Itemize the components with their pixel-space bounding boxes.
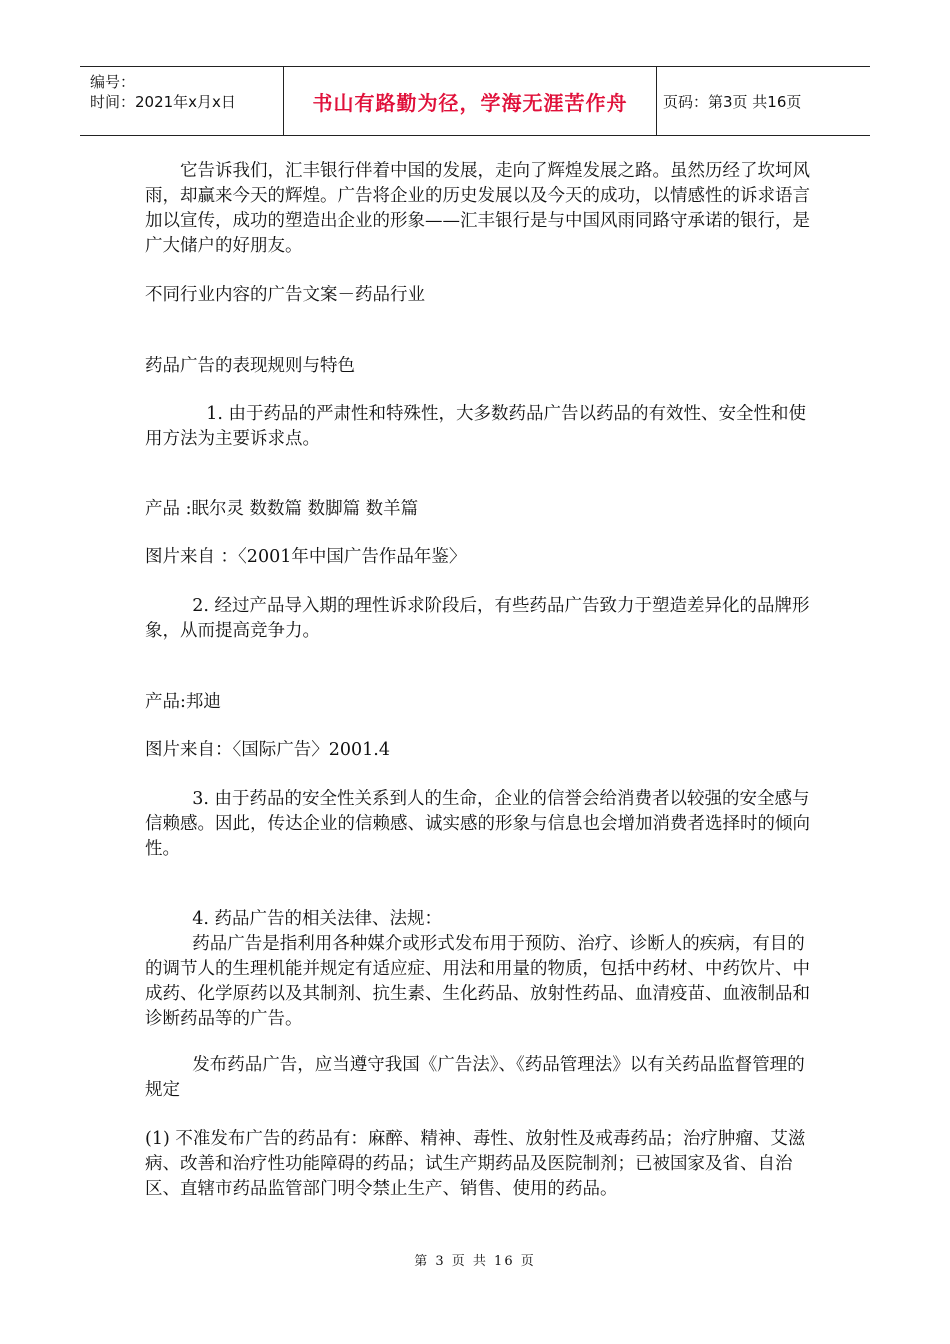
paragraph-hsbc-summary: 它告诉我们，汇丰银行伴着中国的发展，走向了辉煌发展之路。虽然历经了坎坷风雨，却赢来今天的辉煌。广告将企业的历史发展以及今天的成功，以情感性的诉求语言加以宣传，成功的塑造出企业的形象——汇丰银行是与中国风雨同路守承诺的银行，是广大储户的好朋友。 bbox=[145, 161, 810, 256]
header-page-cell bbox=[657, 67, 870, 135]
rule-item-1: 1. 由于药品的严肃性和特殊性，大多数药品广告以药品的有效性、安全性和使用方法为主要诉求点。 bbox=[145, 404, 807, 449]
product-line-1: 产品 :眠尔灵 数数篇 数脚篇 数羊篇 bbox=[145, 499, 419, 519]
header-slogan-cell bbox=[283, 67, 657, 135]
product-line-2: 产品:邦迪 bbox=[145, 692, 221, 712]
image-source-1: 图片来自 ：〈2001年中国广告作品年鉴〉 bbox=[145, 547, 467, 567]
subheading-pharma-rules: 药品广告的表现规则与特色 bbox=[145, 356, 355, 376]
rule-item-3: 3. 由于药品的安全性关系到人的生命，企业的信誉会给消费者以较强的安全感与信赖感。因此，传达企业的信赖感、诚实感的形象与信息也会增加消费者选择时的倾向性。 bbox=[145, 789, 810, 859]
rule-item-2: 2. 经过产品导入期的理性诉求阶段后，有些药品广告致力于塑造差异化的品牌形象，从而提高竞争力。 bbox=[145, 596, 810, 641]
document-date: 时间：2021年x月x日 bbox=[90, 93, 236, 111]
page-header bbox=[80, 66, 870, 136]
section-heading-pharma: 不同行业内容的广告文案－药品行业 bbox=[145, 285, 425, 305]
header-slogan: 书山有路勤为径，学海无涯苦作舟 bbox=[312, 90, 628, 115]
page-footer: 第 3 页 共 16 页 bbox=[414, 1254, 536, 1269]
paragraph-regulations: 发布药品广告，应当遵守我国《广告法》、《药品管理法》以有关药品监督管理的规定 bbox=[145, 1055, 805, 1100]
image-source-2: 图片来自：〈国际广告〉2001.4 bbox=[145, 740, 390, 760]
prohibited-drugs-item: (1) 不准发布广告的药品有：麻醉、精神、毒性、放射性及戒毒药品；治疗肿瘤、艾滋病、改善和治疗性功能障碍的药品；试生产期药品及医院制剂；已被国家及省、自治区、直辖市药品监管部门明令禁止生产、销售、使用的药品。 bbox=[145, 1129, 806, 1199]
document-number: 编号： bbox=[90, 73, 136, 91]
paragraph-pharma-definition: 药品广告是指利用各种媒介或形式发布用于预防、治疗、诊断人的疾病，有目的的调节人的生理机能并规定有适应症、用法和用量的物质，包括中药材、中药饮片、中成药、化学原药以及其制剂、抗生素、生化药品、放射性药品、血清疫苗、血液制品和诊断药品等的广告。 bbox=[145, 934, 810, 1029]
rule-item-4: 4. 药品广告的相关法律、法规： bbox=[192, 909, 443, 929]
header-page-number: 页码：第3页 共16页 bbox=[663, 92, 802, 111]
header-meta bbox=[80, 67, 283, 135]
